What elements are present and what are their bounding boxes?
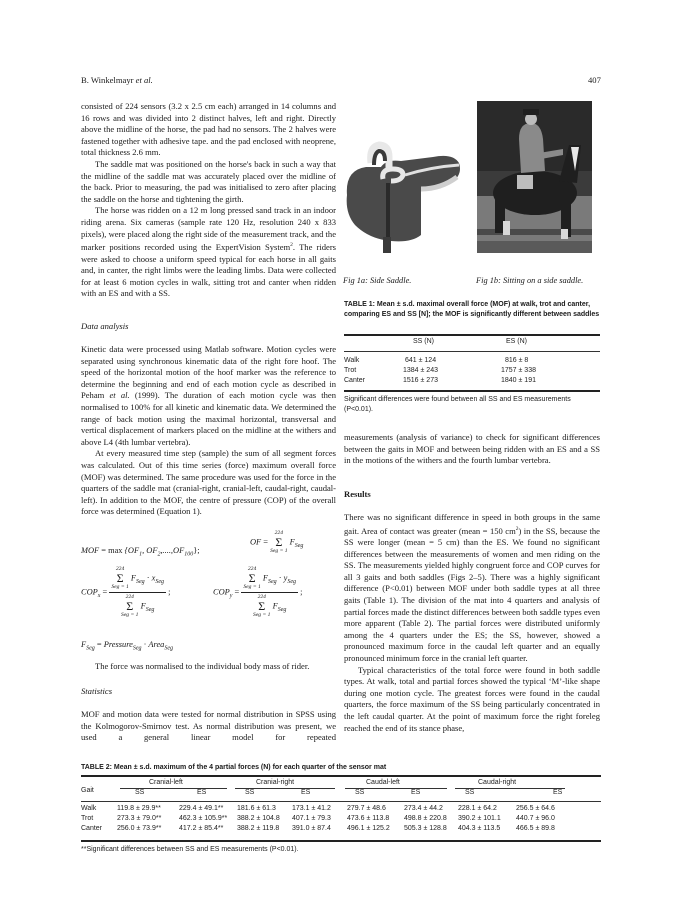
right-column-results bbox=[344, 512, 600, 734]
table-2-subheader: SS bbox=[245, 789, 255, 796]
table-2-gait: Walk bbox=[81, 805, 97, 812]
table-2-subheader: SS bbox=[355, 789, 365, 796]
left-column-top bbox=[81, 101, 336, 300]
table-2-cell: 388.2 ± 119.8 bbox=[237, 825, 280, 832]
table-2-cell: 119.8 ± 29.9** bbox=[117, 805, 161, 812]
table-2-cell: 273.3 ± 79.0** bbox=[117, 815, 162, 822]
table-2-subheader: ES bbox=[553, 789, 563, 796]
paragraph: The saddle mat was positioned on the horse's back in such a way that the midline of the saddle mat was accurately placed over the midline of the back. Prior to measuring, the pad was initialised to zero after placing the saddle on the horse and tightening the girth. bbox=[81, 158, 336, 204]
table-2-cell: 505.3 ± 128.8 bbox=[404, 825, 447, 832]
table-2-gait: Trot bbox=[81, 815, 94, 822]
paragraph: Typical characteristics of the total force were found in both saddle types. At walk, total and partial forces showed the typical ‘M’-like shape during one motion cycle. The greatest forces were found in the caudal quarters, the force maximum of the SS being particularly concentrated in the left caudal quarter. At the point of maximum force the right foreleg reached the end of its stance phase, bbox=[344, 664, 600, 733]
table-2-group-cranial-right: Cranial-right bbox=[256, 779, 295, 786]
section-heading-data-analysis: Data analysis bbox=[81, 321, 129, 331]
table-2-subheader: ES bbox=[197, 789, 207, 796]
table-2-cell: 181.6 ± 61.3 bbox=[237, 805, 276, 812]
table-2-cell: 173.1 ± 41.2 bbox=[292, 805, 331, 812]
table-2-gait: Canter bbox=[81, 825, 103, 832]
page-number: 407 bbox=[588, 75, 601, 85]
table-1-header-rule bbox=[344, 351, 600, 352]
table-1-cell: 816 ± 8 bbox=[505, 357, 529, 364]
table-2-cell: 256.0 ± 73.9** bbox=[117, 825, 162, 832]
table-1-header-es: ES (N) bbox=[506, 338, 527, 345]
table-2-cell: 273.4 ± 44.2 bbox=[404, 805, 443, 812]
table-2-subheader: ES bbox=[411, 789, 421, 796]
table-2-title: TABLE 2: Mean ± s.d. maximum of the 4 partial forces (N) for each quarter of the sensor mat bbox=[81, 764, 387, 771]
table-2-cell: 229.4 ± 49.1** bbox=[179, 805, 224, 812]
table-2-cell: 496.1 ± 125.2 bbox=[347, 825, 390, 832]
table-2-cell: 417.2 ± 85.4** bbox=[179, 825, 224, 832]
footnote-marker: 2 bbox=[290, 242, 293, 249]
left-column-normalisation bbox=[81, 661, 336, 673]
paragraph: consisted of 224 sensors (3.2 x 2.5 cm each) arranged in 14 columns and 16 rows and was divided into 2 distinct halves, left and right. Directly above the midline of the horse, the pad had no sensors. The 2 halves were fastened together with adhesive tape. and the pad enclosed with neoprene, total thickness 2.6 mm. bbox=[81, 101, 336, 158]
table-1-gait: Canter bbox=[344, 377, 366, 384]
equation-mof: MOF = $\max \{OF_1$, $OF_2,....,OF_{100}$}; bbox=[81, 546, 200, 558]
equation-cop-y: $COP_y$ = 224 Σ Seg = 1 $F_{Seg} \cdot y_{Seg}$ 224 Σ Seg = 1 $F_{Seg}$ ; bbox=[213, 566, 303, 618]
paragraph: At every measured time step (sample) the sum of all segment forces was calculated. Out of this time series (force) maximum overall force (MOF) was determined. The same procedure was used for the force in the quarters of the saddle mat (cranial-right, cranial-left, caudal-right, caudal-left). In addition to the MOF, the centre of pressure (COP) of the overall force was determined (Equation 1). bbox=[81, 448, 336, 517]
table-1-gait: Trot bbox=[344, 367, 357, 374]
paragraph: Kinetic data were processed using Matlab software. Motion cycles were separated using synchronous kinematic data of the right fore hoof. The speed of the horizontal motion of the hoof marker was the reference to determine the beginning and end of each motion cycle as described in Peham et al. (1999). The duration of each motion cycle was then normalised to 100% for all kinetic and kinematic data. We determined the range of back motion using the maximal horizontal, transversal and vertical displacement of markers placed on the midline at the withers and above L4 (4th lumbar vertebra). bbox=[81, 344, 336, 447]
table-2-group-caudal-left: Caudal-left bbox=[366, 779, 400, 786]
table-2-bottom-rule bbox=[81, 840, 601, 842]
table-1-gait: Walk bbox=[344, 357, 360, 364]
table-2-cell: 466.5 ± 89.8 bbox=[516, 825, 555, 832]
table-2-subheader: ES bbox=[301, 789, 311, 796]
table-2-group-caudal-right: Caudal-right bbox=[478, 779, 517, 786]
table-2-gait-header: Gait bbox=[81, 787, 94, 794]
right-column-methods-end bbox=[344, 432, 600, 467]
table-2-top-rule bbox=[81, 775, 601, 777]
paragraph: The horse was ridden on a 12 m long pressed sand track in an indoor riding arena. Six cameras (sample rate 120 Hz, resolution 240 x 833 pixels), were placed along the right side of the measurement track, and the marker positions recorded using the ExpertVision System$^2$. The riders were asked to choose a uniform speed typical for each horse in all gaits and, in canter, the right limbs were the leading limbs. Data were collected for at least 6 motion cycles in walk, sitting trot and canter when ridden with an ES and with a SS. bbox=[81, 205, 336, 299]
figure-side-saddle-image bbox=[341, 125, 471, 255]
table-2-cell: 498.8 ± 220.8 bbox=[404, 815, 447, 822]
table-1-footnote: Significant differences were found between all SS and ES measurements (P<0.01). bbox=[344, 396, 571, 413]
table-2-footnote: **Significant differences between SS and ES measurements (P<0.01). bbox=[81, 846, 299, 853]
table-1-cell: 1384 ± 243 bbox=[403, 367, 438, 374]
equation-of: OF = 224 Σ Seg = 1 $F_{Seg}$ bbox=[250, 530, 304, 554]
table-2-cell: 256.5 ± 64.6 bbox=[516, 805, 555, 812]
table-1-cell: 1840 ± 191 bbox=[501, 377, 536, 384]
table-2-cell: 462.3 ± 105.9** bbox=[179, 815, 228, 822]
table-2-cell: 279.7 ± 48.6 bbox=[347, 805, 386, 812]
table-2-cell: 473.6 ± 113.8 bbox=[347, 815, 390, 822]
author-suffix: et al. bbox=[135, 75, 153, 85]
table-2-cell: 440.7 ± 96.0 bbox=[516, 815, 555, 822]
left-column-statistics bbox=[81, 709, 336, 744]
table-2-subheader: SS bbox=[465, 789, 475, 796]
paragraph: measurements (analysis of variance) to check for significant differences between the gaits in MOF and between being ridden with an ES and a SS in the motions of the withers and the fourth lumbar vertebra. bbox=[344, 432, 600, 466]
author-name: B. Winkelmayr bbox=[81, 75, 134, 85]
table-2-header-rule bbox=[81, 801, 601, 802]
table-2-group-cranial-left: Cranial-left bbox=[149, 779, 183, 786]
table-2-cell: 228.1 ± 64.2 bbox=[458, 805, 497, 812]
table-2-cell: 388.2 ± 104.8 bbox=[237, 815, 280, 822]
table-1-cell: 1757 ± 338 bbox=[501, 367, 536, 374]
table-2-cell: 407.1 ± 79.3 bbox=[292, 815, 331, 822]
table-1-top-rule bbox=[344, 334, 600, 336]
section-heading-statistics: Statistics bbox=[81, 686, 113, 696]
table-1-title: TABLE 1: Mean ± s.d. maximal overall force (MOF) at walk, trot and canter, comparing ES and SS [N]; the MOF is significantly different between saddles bbox=[344, 301, 600, 318]
figure-1b-caption: Fig 1b: Sitting on a side saddle. bbox=[476, 276, 584, 285]
table-1-cell: 641 ± 124 bbox=[405, 357, 437, 364]
table-1-header-ss: SS (N) bbox=[413, 338, 434, 345]
table-2-cell: 404.3 ± 113.5 bbox=[458, 825, 501, 832]
running-header-author bbox=[81, 75, 153, 85]
equation-cop-x: $COP_x$ = 224 Σ Seg = 1 $F_{Seg} \cdot x_{Seg}$ 224 Σ Seg = 1 $F_{Seg}$ ; bbox=[81, 566, 171, 618]
table-1-bottom-rule bbox=[344, 390, 600, 392]
table-1-cell: 1516 ± 273 bbox=[403, 377, 438, 384]
left-column-middle bbox=[81, 344, 336, 518]
figure-rider-photo bbox=[477, 101, 592, 253]
paragraph: There was no significant difference in speed in both groups in the same gait. Area of contact was greater (mean = 150 $cm^2$) in the SS, because the SS were longer (mean = 5 cm) than the ES. We found no significant differences between the measurements of women and men riding on the SS. The measurements yielded highly congruent force and COP curves for all 3 gaits and both saddles (Figs 2–5). There was a highly significant difference (P<0.01) between MOF under both saddle types at all three gaits (Table 1). The division of the mat into 4 quarters and analysis of partial forces made the distinct differences between both saddle types even more apparent (Table 2). The partial forces were distributed uniformly among the 4 quarters under the ES; the SS, however, showed a pronounced maximum force in the caudal left quarter and an equally pronounced minimum force in the cranial left quarter. bbox=[344, 512, 600, 663]
paragraph: The force was normalised to the individual body mass of rider. bbox=[95, 661, 310, 671]
figure-1a-caption: Fig 1a: Side Saddle. bbox=[343, 276, 412, 285]
equation-fseg: $F_{Seg}$ = Pressure$_{Seg}$ · Area$_{Seg}$ bbox=[81, 640, 174, 652]
paragraph: MOF and motion data were tested for normal distribution in SPSS using the Kolmogorov-Smirnov test. As normal distribution was present, we used a general linear model for repeated bbox=[81, 709, 336, 743]
table-2-subheader: SS bbox=[135, 789, 145, 796]
table-2-cell: 390.2 ± 101.1 bbox=[458, 815, 501, 822]
section-heading-results: Results bbox=[344, 489, 371, 499]
table-2-cell: 391.0 ± 87.4 bbox=[292, 825, 331, 832]
